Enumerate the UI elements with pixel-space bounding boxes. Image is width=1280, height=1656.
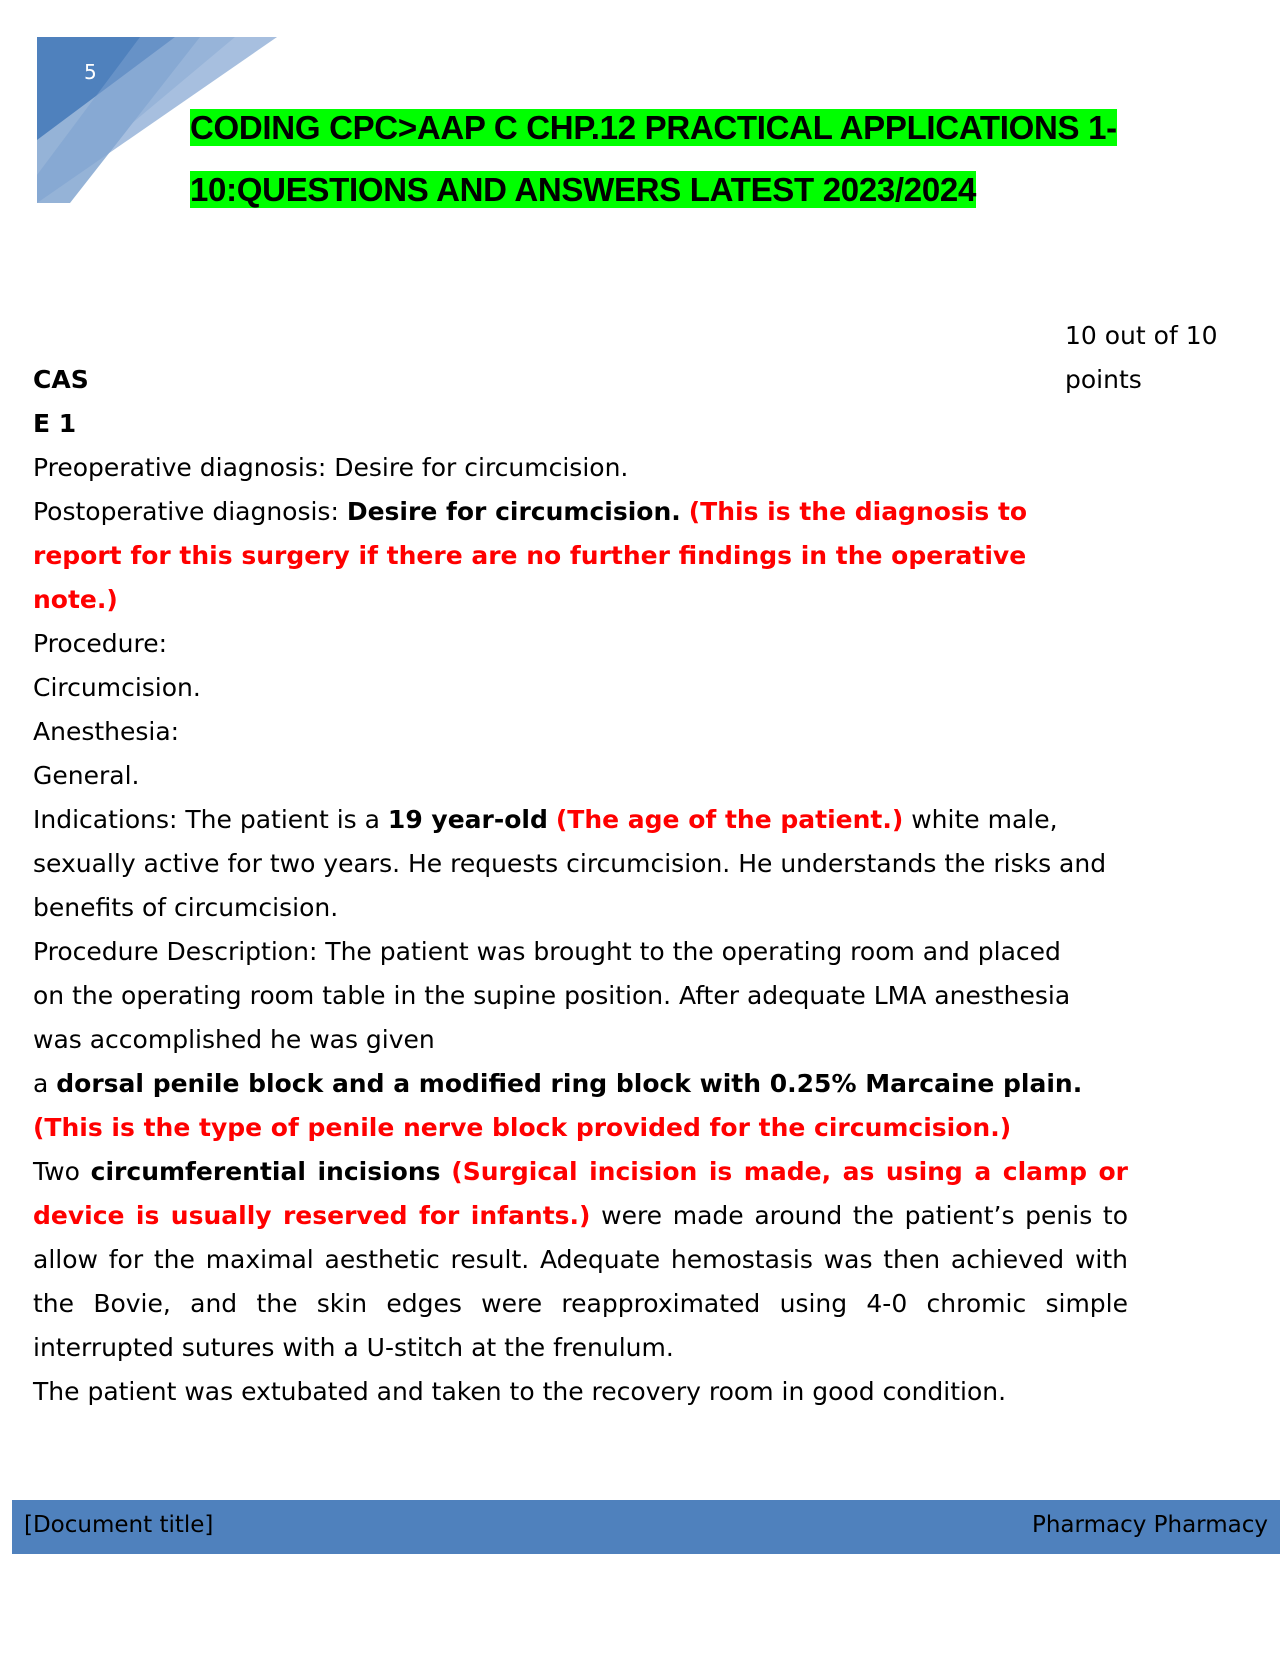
anesthesia-label: Anesthesia:: [33, 717, 180, 746]
title-line-2: 10:QUESTIONS AND ANSWERS LATEST 2023/2024: [190, 171, 977, 208]
page-number: 5: [84, 60, 97, 84]
case-content: [33, 358, 1128, 1414]
nerve-block-note: (This is the type of penile nerve block provided for the circumcision.): [33, 1113, 1012, 1142]
nerve-block: a dorsal penile block and a modified ring block with 0.25% Marcaine plain. (This is the type of penile nerve block provided for the circumcision.): [33, 1069, 1083, 1142]
incision-note: (Surgical incision is made, as using a clamp or device is usually reserved for infants.): [33, 1157, 1128, 1230]
procedure-label: Procedure:: [33, 629, 168, 658]
postop-note: (This is the diagnosis to report for this surgery if there are no further findings in the operative note.): [33, 497, 1028, 614]
score-unit: points: [1065, 365, 1142, 394]
incision-paragraph: Two circumferential incisions (Surgical incision is made, as using a clamp or device is usually reserved for infants.) were made around the patient’s penis to allow for the maximal aesthetic result. Adequate hemostasis was then achieved with the Bovie, and the skin edges were reapproximated using 4-0 chromic simple interrupted sutures with a U-stitch at the frenulum.: [33, 1157, 1128, 1362]
anesthesia-value: General.: [33, 761, 140, 790]
page-title: [190, 97, 1200, 221]
indications: Indications: The patient is a 19 year-old (The age of the patient.) white male, sexually active for two years. He requests circumcision. He understands the risks and benefits of circumcision.: [33, 805, 1107, 922]
page-footer: [12, 1500, 1280, 1554]
footer-author: Pharmacy Pharmacy: [1031, 1512, 1268, 1538]
title-line-1: CODING CPC>AAP C CHP.12 PRACTICAL APPLICATIONS 1-: [190, 109, 1117, 146]
procedure-value: Circumcision.: [33, 673, 201, 702]
score-value: 10 out of 10: [1065, 321, 1218, 350]
closing-statement: The patient was extubated and taken to the recovery room in good condition.: [33, 1377, 1007, 1406]
indications-note: (The age of the patient.): [555, 805, 904, 834]
case-label-line2: E 1: [33, 409, 77, 438]
footer-document-title: [Document title]: [24, 1512, 214, 1538]
procedure-description: Procedure Description: The patient was brought to the operating room and placed on the operating room table in the supine position. After adequate LMA anesthesia was accomplished he was given: [33, 937, 1071, 1054]
case-label-line1: CAS: [33, 365, 89, 394]
postop-diagnosis: Postoperative diagnosis: Desire for circumcision. (This is the diagnosis to report for this surgery if there are no further findings in the operative note.): [33, 497, 1028, 614]
preop-diagnosis: Preoperative diagnosis: Desire for circumcision.: [33, 453, 629, 482]
